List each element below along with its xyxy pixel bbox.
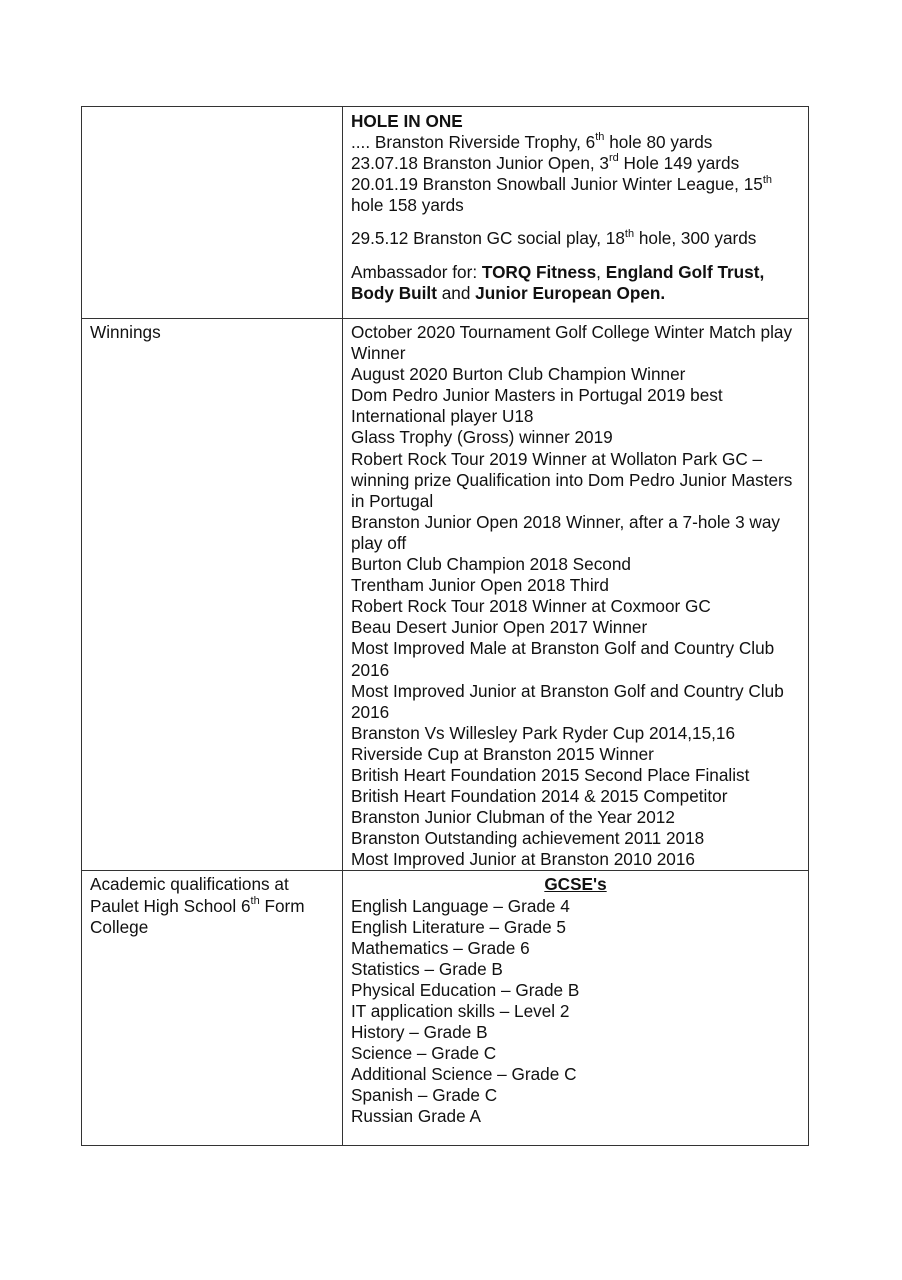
gcse-item: IT application skills – Level 2 <box>351 1001 570 1021</box>
gcse-item: English Language – Grade 4 <box>351 895 570 916</box>
gcse-item: Additional Science – Grade C <box>351 1064 577 1085</box>
winnings-list <box>351 322 800 870</box>
hole-in-one-row <box>82 107 809 319</box>
winnings-content-cell <box>343 319 809 871</box>
winnings-item: Branston Junior Open 2018 Winner, after a 7-hole 3 way play off <box>351 511 780 553</box>
gcse-list <box>351 896 800 1128</box>
winnings-item: Branston Junior Clubman of the Year 2012 <box>351 807 675 828</box>
winnings-item: Branston Vs Willesley Park Ryder Cup 2014,15,16 <box>351 722 736 743</box>
hole-in-one-entry: 20.01.19 Branston Snowball Junior Winter League, 15th hole 158 yards <box>351 173 772 216</box>
gcse-item: Physical Education – Grade B <box>351 979 580 1000</box>
gcse-heading: GCSE's <box>544 874 607 895</box>
hole-in-one-heading: HOLE IN ONE <box>351 111 463 131</box>
hole-in-one-label-cell <box>82 107 343 319</box>
gcse-item: English Literature – Grade 5 <box>351 916 566 937</box>
winnings-item: Branston Outstanding achievement 2011 2018 <box>351 828 705 849</box>
winnings-item: British Heart Foundation 2015 Second Place Finalist <box>351 764 750 785</box>
gcse-item: Spanish – Grade C <box>351 1085 498 1106</box>
winnings-label: Winnings <box>90 322 161 342</box>
academic-content-cell <box>343 871 809 1146</box>
hole-in-one-entry: .... Branston Riverside Trophy, 6th hole 80 yards <box>351 131 713 153</box>
winnings-item: Most Improved Male at Branston Golf and Country Club 2016 <box>351 638 775 680</box>
winnings-item: Most Improved Junior at Branston 2010 2016 <box>351 849 695 870</box>
gcse-item: Science – Grade C <box>351 1043 497 1064</box>
gcse-item: History – Grade B <box>351 1022 488 1043</box>
academic-row <box>82 871 809 1146</box>
winnings-label-cell <box>82 319 343 871</box>
winnings-item: Robert Rock Tour 2019 Winner at Wollaton Park GC – winning prize Qualification into Dom Pedro Junior Masters in Portugal <box>351 448 793 511</box>
gcse-item: Statistics – Grade B <box>351 958 503 979</box>
hole-in-one-entry: 29.5.12 Branston GC social play, 18th hole, 300 yards <box>351 227 757 249</box>
winnings-item: Most Improved Junior at Branston Golf and Country Club 2016 <box>351 680 784 722</box>
gcse-item: Russian Grade A <box>351 1106 481 1127</box>
academic-label-cell <box>82 871 343 1146</box>
winnings-item: Burton Club Champion 2018 Second <box>351 554 631 575</box>
winnings-item: August 2020 Burton Club Champion Winner <box>351 364 686 385</box>
hole-in-one-content-cell <box>343 107 809 319</box>
winnings-row <box>82 319 809 871</box>
winnings-item: British Heart Foundation 2014 & 2015 Competitor <box>351 786 728 807</box>
winnings-item: Dom Pedro Junior Masters in Portugal 2019 best International player U18 <box>351 385 723 427</box>
gcse-item: Mathematics – Grade 6 <box>351 937 530 958</box>
hole-in-one-entry: 23.07.18 Branston Junior Open, 3rd Hole 149 yards <box>351 152 740 174</box>
ambassador-text: Ambassador for: TORQ Fitness, England Golf Trust, Body Built and Junior European Open. <box>351 261 765 303</box>
winnings-item: Glass Trophy (Gross) winner 2019 <box>351 427 613 448</box>
academic-label: Academic qualifications at Paulet High School 6th Form College <box>90 874 305 937</box>
winnings-item: Beau Desert Junior Open 2017 Winner <box>351 617 648 638</box>
winnings-item: Riverside Cup at Branston 2015 Winner <box>351 743 654 764</box>
winnings-item: Robert Rock Tour 2018 Winner at Coxmoor GC <box>351 596 711 617</box>
cv-table <box>81 106 809 1146</box>
winnings-item: Trentham Junior Open 2018 Third <box>351 575 609 596</box>
winnings-item: October 2020 Tournament Golf College Winter Match play Winner <box>351 322 793 364</box>
